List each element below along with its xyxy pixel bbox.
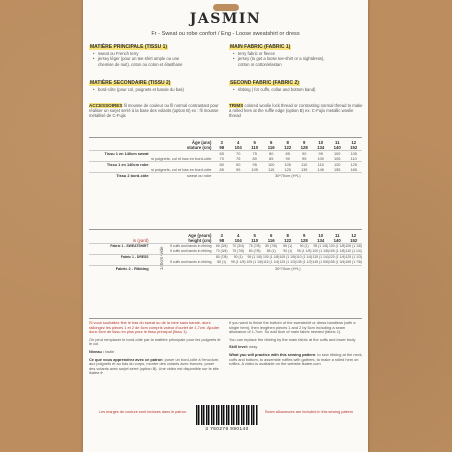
fr-intro: Si vous souhaitez finir le bas du sweat ou de la robe sans bande, alors rallongez les pièces 1 et 2 de 5cm compris valeur d'ourlet de 1,7cm. Ajouter donc 6cm de tissu en plus pour le tissu principal (tissu 1). [89,320,220,335]
fr-cell: 115 [312,162,329,168]
en-cell: 95 (1 1/8) [247,254,262,259]
fr-cell: 105 [279,162,296,168]
fr-stature: 116 [267,145,275,151]
barcode-number: 3 760278 990140 [205,426,249,431]
fr-cell: 85 [279,151,296,157]
fr-cell: 90 [230,162,247,168]
en-level-value: easy [249,344,258,350]
table-row [89,265,362,271]
en-intro: If you want to finish the bottom of the sweatshirt or dress bandless (with a single hem), then lengthen pieces 1 and 2 by 5cm including a seam allowance of 1.7cm. So add 6cm of main fabric needed (fabric 1). [229,320,356,335]
fr-stature: 152 [350,145,358,151]
fr-accessories-title: ACCESSOIRES [89,103,123,108]
fr-age: 9 [303,140,306,146]
en-second-fabric [229,80,363,92]
en-trims-text: colored woolie lock thread or contrasting normal thread to make a rolled hem at the ruffle edge (option B) ex: C-Fujix metallic woolie thread [229,103,363,119]
fr-age: 10 [318,140,324,146]
fr-cell: 95 [302,156,307,162]
en-age: 12 [351,233,357,239]
fr-accessories [89,103,221,119]
fr-age: 3 [220,140,223,146]
en-age: 10 [318,233,324,239]
en-main-line: • terry fabric or fleece [229,51,363,56]
fr-ribbing-label: Tissu 2 bord-côte [89,173,151,179]
fr-level-label: Niveau : [89,348,105,354]
fr-age: 12 [351,140,357,146]
fr-age: 6 [270,140,273,146]
en-trims-title: TRIMS [229,103,244,108]
en-cell: 110 (1 1/4) [296,254,313,259]
fr-instructions [89,321,221,376]
fr-age: 8 [286,140,289,146]
en-alt: You can replace the ribbing by the main fabric at the cuffs and lower body. [229,336,357,342]
fr-learn [89,358,221,376]
fr-main-line: chemise de nuit), coton ou coton et élasthane [98,61,183,67]
en-cell: 105 (1 1/8) [345,243,362,248]
fr-second-title: MATIÈRE SECONDAIRE (TISSU 2) [90,80,171,86]
en-cell: 90 (1) [296,244,313,249]
fr-cell: 80 [252,156,257,162]
en-cell: 155 (1 3/4) [329,259,346,264]
en-cell: 100 (1 1/8) [329,243,346,248]
fr-cell: 100 [263,162,280,168]
en-second-line: • ribbing ( for cuffs, collar and bottom band) [229,87,363,92]
fr-age-label: Âge (ans) [191,140,212,146]
fr-ribbing-sub: sweat ou robe [151,173,214,179]
en-cell: 65 (3/4) [213,244,230,249]
en-unit-label: in (yard) [132,238,149,244]
en-cell: 90 (1) [283,248,293,253]
fr-accessories-text: fil mousse de couleur ou fil normal contrastant pour réaliser un surjet serré à la base des volants (option B) ex : fil mousse métallisé de C-Fujix [89,103,219,119]
fr-cell: 155 [333,167,341,173]
en-cell: 85 (1) [266,248,276,253]
en-stature: 110 [251,238,259,244]
fr-stature: 122 [284,145,292,151]
en-level [229,345,363,350]
en-cell: 95 (1 1/8) [296,248,312,253]
en-stature-label: height (cm) [188,238,212,244]
en-learn-text: : to sew ribbing at the neck, cuffs and bottom, to assemble ruffles with gathers, to make a rolled hem on ruffles. A video is available on the website ikatee.com [229,351,363,367]
en-cell: 80 (7/8) [263,244,280,249]
barcode [196,405,258,431]
en-stature: 128 [300,238,308,244]
en-cell: 90 (1) [230,255,247,260]
fr-ribbing-value: 30*70cm (H*L) [213,173,362,179]
fr-cell: 85 [219,167,224,173]
en-stature: 116 [267,238,275,244]
en-instructions [229,321,363,367]
pattern-card [83,0,368,452]
fr-cell: 105 [345,151,362,157]
fr-group-label: Tissu 1 en 140cm robe [89,162,151,168]
en-cell: 75 (7/8) [232,248,245,253]
pattern-subtitle: Fr - Sweat ou robe confort / Eng - Loose sweatshirt or dress [151,31,300,37]
en-main-fabric [229,44,363,67]
en-cell: 165 (1 7/8) [345,259,362,264]
en-cell: 85 (1) [279,244,296,249]
en-cell: 145 (1 5/8) [312,259,329,264]
fr-cell: 85 [269,156,274,162]
hang-hole [213,4,239,11]
en-age: 5 [253,233,256,239]
en-cell: 125 (1 1/3) [279,259,296,264]
en-cell: 80 (7/8) [248,248,261,253]
en-cell: 115 (1 1/4) [263,259,280,264]
fr-group-label: Tissu 1 en 140cm sweat [89,151,151,157]
fr-stature-label: stature (cm) [186,145,212,151]
fr-stature: 140 [333,145,341,151]
fr-cell: 115 [268,167,275,173]
en-fabric-table [89,233,362,271]
en-cell: 135 (1 1/2) [296,259,313,264]
section-divider [89,318,362,319]
fabric-width-label: 140cm wide [159,246,164,270]
fr-main-line: • jersey léger (pour un tee-shirt ample ou une [89,56,221,61]
fr-cell: 75 [236,156,241,162]
en-group-label: Fabric 1 - SWEATSHIRT [89,244,151,249]
table-row [89,173,362,179]
fr-second-fabric [89,80,221,92]
en-stature: 140 [333,238,341,244]
en-ribbing-label: Fabric 2 - Ribbing [89,265,151,271]
en-cell: 100 (1 1/8) [312,248,329,253]
fr-row-label: si poignets, col et bas en bord-côte [151,167,212,173]
fr-main-line: • sweat ou French terry [89,51,221,56]
fr-learn-text: : poser un bord-côte à l'encolure, aux poignets et au bas du corps, monter des volants avec fronces, poser des volants avec surjet serré (option B). Une vidéo est disponible sur le site ikatee.fr [89,356,220,376]
en-cell: 70 (3/4) [215,248,228,253]
fr-cell: 70 [230,151,247,157]
fr-cell: 80 [263,151,280,157]
fr-stature: 110 [251,145,259,151]
fr-cell: 95 [236,167,241,173]
barcode-bars [196,405,258,425]
fr-learn-title: Ce que vous apprendrez avec ce patron [89,356,163,362]
en-cell: 95 (1 1/8) [230,259,246,264]
fr-cell: 100 [317,156,324,162]
fr-second-line: • bord-côte (pour col, poignets et bande du bas) [89,87,221,92]
fr-cell: 70 [219,156,224,162]
fr-alt: On peut remplacer le bord-côte par la matière principale pour les poignets et le col. [89,336,221,347]
fr-cell: 90 [296,151,313,157]
en-cell: 120 (1 1/4) [329,254,346,259]
en-age: 9 [303,233,306,239]
fr-cell: 65 [213,151,230,157]
en-second-title: SECOND FABRIC (FABRIC 2) [230,80,299,86]
en-cell: 105 (1 1/8) [246,259,263,264]
en-age-label: Age (years) [188,233,212,239]
fr-level-value: facile [105,348,115,354]
fr-cell: 90 [285,156,290,162]
fr-cell: 95 [312,151,329,157]
en-stature: 122 [284,238,292,244]
en-cell: 125 (1 1/3) [345,254,362,259]
fr-row-label: si poignets, col et bas en bord-côte [151,156,212,162]
en-age: 4 [237,233,240,239]
fr-stature: 104 [234,145,242,151]
en-cell: 105 (1 1/8) [279,254,296,259]
en-cell: 110 (1 1/4) [345,248,362,253]
en-stature: 152 [350,238,358,244]
en-cell: 80 (7/8) [213,255,230,260]
fr-cell: 105 [251,167,258,173]
en-age: 6 [270,233,273,239]
fr-cell: 75 [246,151,263,157]
fr-age: 11 [334,140,340,146]
en-age: 8 [286,233,289,239]
fr-cell: 105 [333,156,341,162]
section-divider [89,137,362,138]
en-group-label: Fabric 1 - DRESS [89,255,151,260]
fr-level [89,350,221,355]
en-age: 3 [220,233,223,239]
fr-main-title: MATIÈRE PRINCIPALE (TISSU 1) [90,44,168,50]
en-main-line: • jersey (to get a loose tee-shirt or a nightdress), [229,56,363,61]
fr-seam-note: Les marges de couture sont incluses dans le patron. [98,410,187,414]
fr-cell: 120 [329,162,346,168]
en-cell: 85 (1) [217,259,227,264]
fr-age: 4 [237,140,240,146]
fr-cell: 80 [213,162,230,168]
en-row-label: If cuffs and bands in ribbing [170,259,212,264]
pattern-title: JASMIN [189,11,262,27]
fr-cell: 135 [300,167,308,173]
en-stature: 104 [234,238,242,244]
en-row-label: If cuffs and bands in ribbing [170,248,212,253]
en-cell: 70 (3/4) [230,244,247,249]
fr-cell: 110 [296,162,313,168]
fr-cell: 145 [317,167,324,173]
fr-fabric-table [89,140,362,178]
fr-cell: 95 [246,162,263,168]
fr-cell: 125 [284,167,291,173]
en-cell: 105 (1 1/8) [329,248,346,253]
en-seam-note: Seam allowances are included in this sewing pattern [264,410,354,414]
fr-stature: 128 [300,145,308,151]
fr-age: 5 [253,140,256,146]
en-stature: 98 [219,238,225,244]
en-trims [229,103,363,119]
en-learn [229,353,363,367]
en-cell: 100 (1 1/8) [263,254,280,259]
fr-cell: 165 [350,167,357,173]
fr-cell: 125 [345,162,362,168]
en-ribbing-value: 30*70cm (H*L) [213,265,362,271]
en-learn-title: What you will practice with this sewing pattern [229,351,316,357]
fr-cell: 110 [350,156,357,162]
en-cell: 95 (1 1/8) [313,243,328,248]
en-level-label: Skill level: [229,344,249,350]
en-main-line: cotton or cotton/elastan [238,61,282,67]
fr-cell: 100 [329,151,346,157]
en-cell: 115 (1 1/4) [312,254,329,259]
en-age: 11 [334,233,340,239]
section-divider [89,229,362,230]
fr-main-fabric [89,44,221,67]
fr-stature: 134 [317,145,325,151]
en-cell: 75 (7/8) [246,244,263,249]
en-row-label: If cuffs and bands in ribbing [151,244,214,249]
en-stature: 134 [317,238,325,244]
en-main-title: MAIN FABRIC (FABRIC 1) [230,44,291,50]
fr-stature: 98 [219,145,225,151]
